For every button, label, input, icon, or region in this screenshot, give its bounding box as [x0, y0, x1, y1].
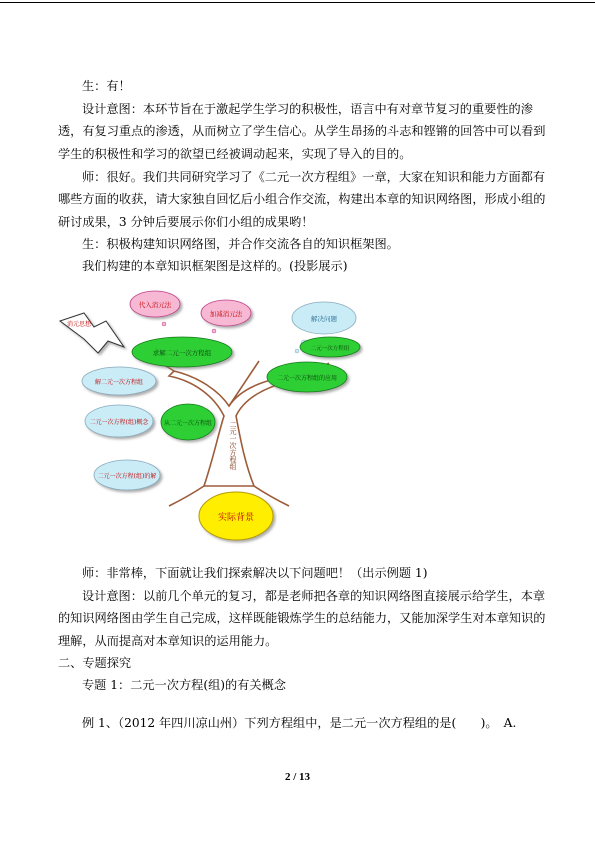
header-rule	[0, 2, 595, 3]
bubble-elimination	[201, 300, 251, 326]
design-intent-2-line-3: 理解，从而提高对本章知识的运用能力。	[58, 634, 278, 648]
design-intent-1-line-3: 学生的积极性和学习的欲望已经被调动起来，实现了导入的目的。	[58, 147, 412, 161]
node-from-system-label: 从二元一次方程组	[163, 420, 213, 427]
student-activity: 生：积极构建知识网络图，并合作交流各自的知识框架图。	[82, 237, 399, 251]
node-real-background	[199, 492, 273, 540]
node-solutions-label: 二元一次方程(组)的解	[97, 473, 157, 480]
node-solutions	[94, 460, 160, 490]
framework-intro: 我们构建的本章知识框架图是这样的。(投影展示)	[82, 259, 348, 273]
bubble-solve-problems-label: 解决问题	[311, 315, 337, 323]
topic-heading: 专题 1：二元一次方程(组)的有关概念	[82, 678, 286, 692]
node-real-background-label: 实际背景	[217, 513, 255, 523]
bubble-substitution	[130, 291, 180, 317]
bubble-solve-problems	[292, 302, 356, 334]
knowledge-tree-diagram	[54, 281, 364, 552]
node-concepts-label: 二元一次方程(组)概念	[89, 419, 149, 426]
node-application-label: 二元一次方程组的应用	[276, 375, 338, 382]
lightning-label: 消元思想	[67, 321, 92, 328]
bubble-elimination-label: 加减消元法	[209, 310, 243, 318]
teacher-prompt-line-2: 哪些方面的收获，请大家独自回忆后小组合作交流，构建出本章的知识网络图，形成小组的	[58, 192, 546, 206]
node-concepts	[85, 405, 153, 437]
design-intent-1-line-1: 设计意图：本环节旨在于激起学生学习的积极性，语言中有对章节复习的重要性的渗	[82, 102, 533, 116]
student-reply: 生：有！	[82, 79, 131, 93]
example-1: 例 1、（2012 年四川凉山州）下列方程组中，是二元一次方程组的是( )。 A.	[82, 716, 517, 730]
design-intent-1-line-2: 透，有复习重点的渗透，从而树立了学生信心。从学生昂扬的斗志和铿锵的回答中可以看到	[58, 124, 546, 138]
node-application	[267, 362, 347, 392]
node-solve-equations	[132, 337, 232, 367]
node-solve-equations-label: 求解二元一次方程组	[152, 349, 212, 357]
design-intent-2-line-2: 的知识网络图由学生自己完成，这样既能锻炼学生的总结能力，又能加深学生对本章知识的	[58, 611, 546, 625]
trunk-label: 二元一次方程组	[229, 421, 237, 470]
bubble-substitution-label: 代入消元法	[138, 301, 172, 309]
node-solve-system	[82, 367, 156, 395]
section-heading: 二、专题探究	[58, 656, 132, 670]
node-right-side	[300, 337, 360, 357]
design-intent-2-line-1: 设计意图：以前几个单元的复习，都是老师把各章的知识网络图直接展示给学生，本章	[82, 589, 546, 603]
page-number: 2 / 13	[284, 771, 311, 783]
node-right-side-label: 二元一次方程组	[310, 346, 350, 352]
node-from-system	[161, 404, 215, 440]
lightning-icon	[60, 313, 124, 353]
node-solve-system-label: 解二元一次方程组	[94, 379, 144, 386]
teacher-prompt-line-1: 师：很好。我们共同研究学习了《二元一次方程组》一章，大家在知识和能力方面都有	[82, 170, 546, 184]
teacher-prompt-line-3: 研讨成果，3 分钟后要展示你们小组的成果哟！	[58, 215, 314, 229]
teacher-example-prompt: 师：非常棒，下面就让我们探索解决以下问题吧！（出示例题 1)	[82, 566, 428, 580]
